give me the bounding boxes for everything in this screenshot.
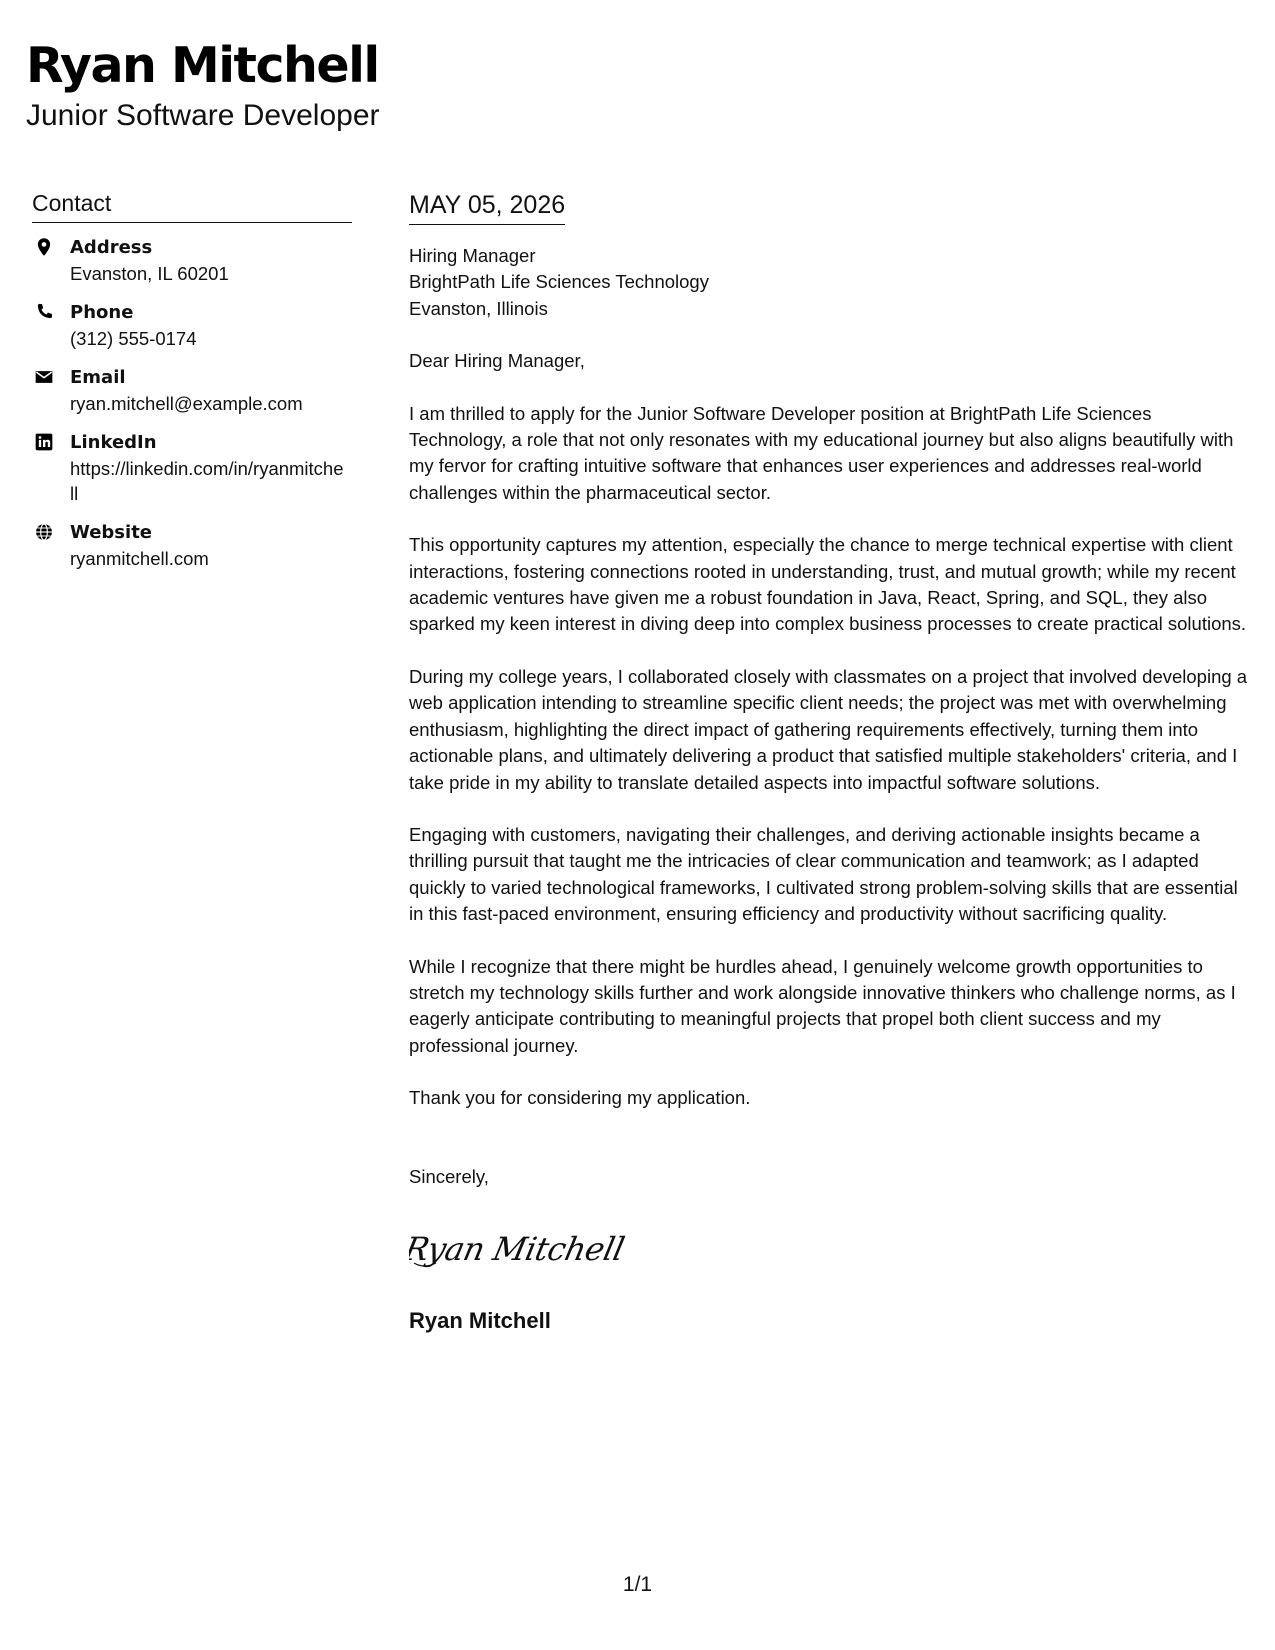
contact-heading: Contact xyxy=(32,188,352,223)
closing: Sincerely, xyxy=(409,1165,489,1187)
contact-linkedin xyxy=(32,430,352,506)
paragraph: Engaging with customers, navigating their challenges, and deriving actionable insights became a thrilling pursuit that taught me the intricacies of clear communication and teamwork; as I adapted quickly to varied technological frameworks, I cultivated strong problem-solving skills that are essential in this fast-paced environment, ensuring efficiency and productivity without sacrificing quality. xyxy=(409,823,1238,925)
applicant-name: Ryan Mitchell xyxy=(26,37,379,94)
contact-value: Evanston, IL 60201 xyxy=(70,263,229,284)
recipient-company: BrightPath Life Sciences Technology xyxy=(409,271,709,293)
globe-icon xyxy=(34,522,54,542)
applicant-role: Junior Software Developer xyxy=(26,99,380,132)
linkedin-icon xyxy=(34,432,54,452)
contact-label: Email xyxy=(70,367,126,388)
salutation: Dear Hiring Manager, xyxy=(409,350,585,372)
phone-icon xyxy=(34,302,54,322)
svg-text:Ryan Mitchell: Ryan Mitchell xyxy=(409,1230,628,1268)
contact-website xyxy=(32,520,352,571)
contact-label: Website xyxy=(70,522,153,543)
letter-body xyxy=(409,188,1249,1336)
contact-phone xyxy=(32,300,352,351)
letter-date: MAY 05, 2026 xyxy=(409,188,565,225)
paragraph: This opportunity captures my attention, especially the chance to merge technical expertise with client interactions, fostering connections rooted in understanding, trust, and mutual growth; while my recent academic ventures have given me a robust foundation in Java, React, Spring, and SQL, they also sparked my keen interest in diving deep into complex business processes to create practical solutions. xyxy=(409,534,1247,635)
signer-name: Ryan Mitchell xyxy=(409,1307,551,1333)
paragraph: Thank you for considering my application. xyxy=(409,1087,751,1109)
recipient-block xyxy=(409,243,1249,322)
header xyxy=(26,34,380,134)
handwritten-signature xyxy=(409,1220,1249,1280)
contact-label: Phone xyxy=(70,302,134,323)
signature-image xyxy=(409,1220,649,1280)
envelope-icon xyxy=(34,367,54,387)
contact-email xyxy=(32,365,352,416)
contact-label: LinkedIn xyxy=(70,432,157,453)
paragraph: During my college years, I collaborated closely with classmates on a project that involved developing a web application intending to streamline specific client needs; the project was met with overwhelming enthusiasm, highlighting the direct impact of gathering requirements effectively, turning them into actionable plans, and ultimately delivering a product that satisfied multiple stakeholders' criteria, and I take pride in my ability to translate detailed aspects into impactful software solutions. xyxy=(409,665,1248,793)
contact-sidebar xyxy=(32,188,352,585)
paragraph: While I recognize that there might be hurdles ahead, I genuinely welcome growth opportunities to stretch my technology skills further and work alongside innovative thinkers who challenge norms, as I eagerly anticipate contributing to meaningful projects that propel both client success and my professional journey. xyxy=(409,955,1236,1056)
recipient-location: Evanston, Illinois xyxy=(409,297,548,319)
contact-value: (312) 555-0174 xyxy=(70,328,197,349)
page-number: 1/1 xyxy=(622,1573,653,1596)
contact-address xyxy=(32,235,352,286)
contact-label: Address xyxy=(70,237,153,258)
map-pin-icon xyxy=(34,237,54,257)
recipient-title: Hiring Manager xyxy=(409,245,536,266)
contact-value[interactable]: https://linkedin.com/in/ryanmitchell xyxy=(70,458,344,504)
contact-value[interactable]: ryanmitchell.com xyxy=(70,548,209,569)
contact-value: ryan.mitchell@example.com xyxy=(70,393,303,414)
paragraph: I am thrilled to apply for the Junior Software Developer position at BrightPath Life Sciences Technology, a role that not only resonates with my educational journey but also aligns beautifully with my fervor for crafting intuitive software that enhances user experiences and addresses real-world challenges within the pharmaceutical sector. xyxy=(409,402,1234,503)
